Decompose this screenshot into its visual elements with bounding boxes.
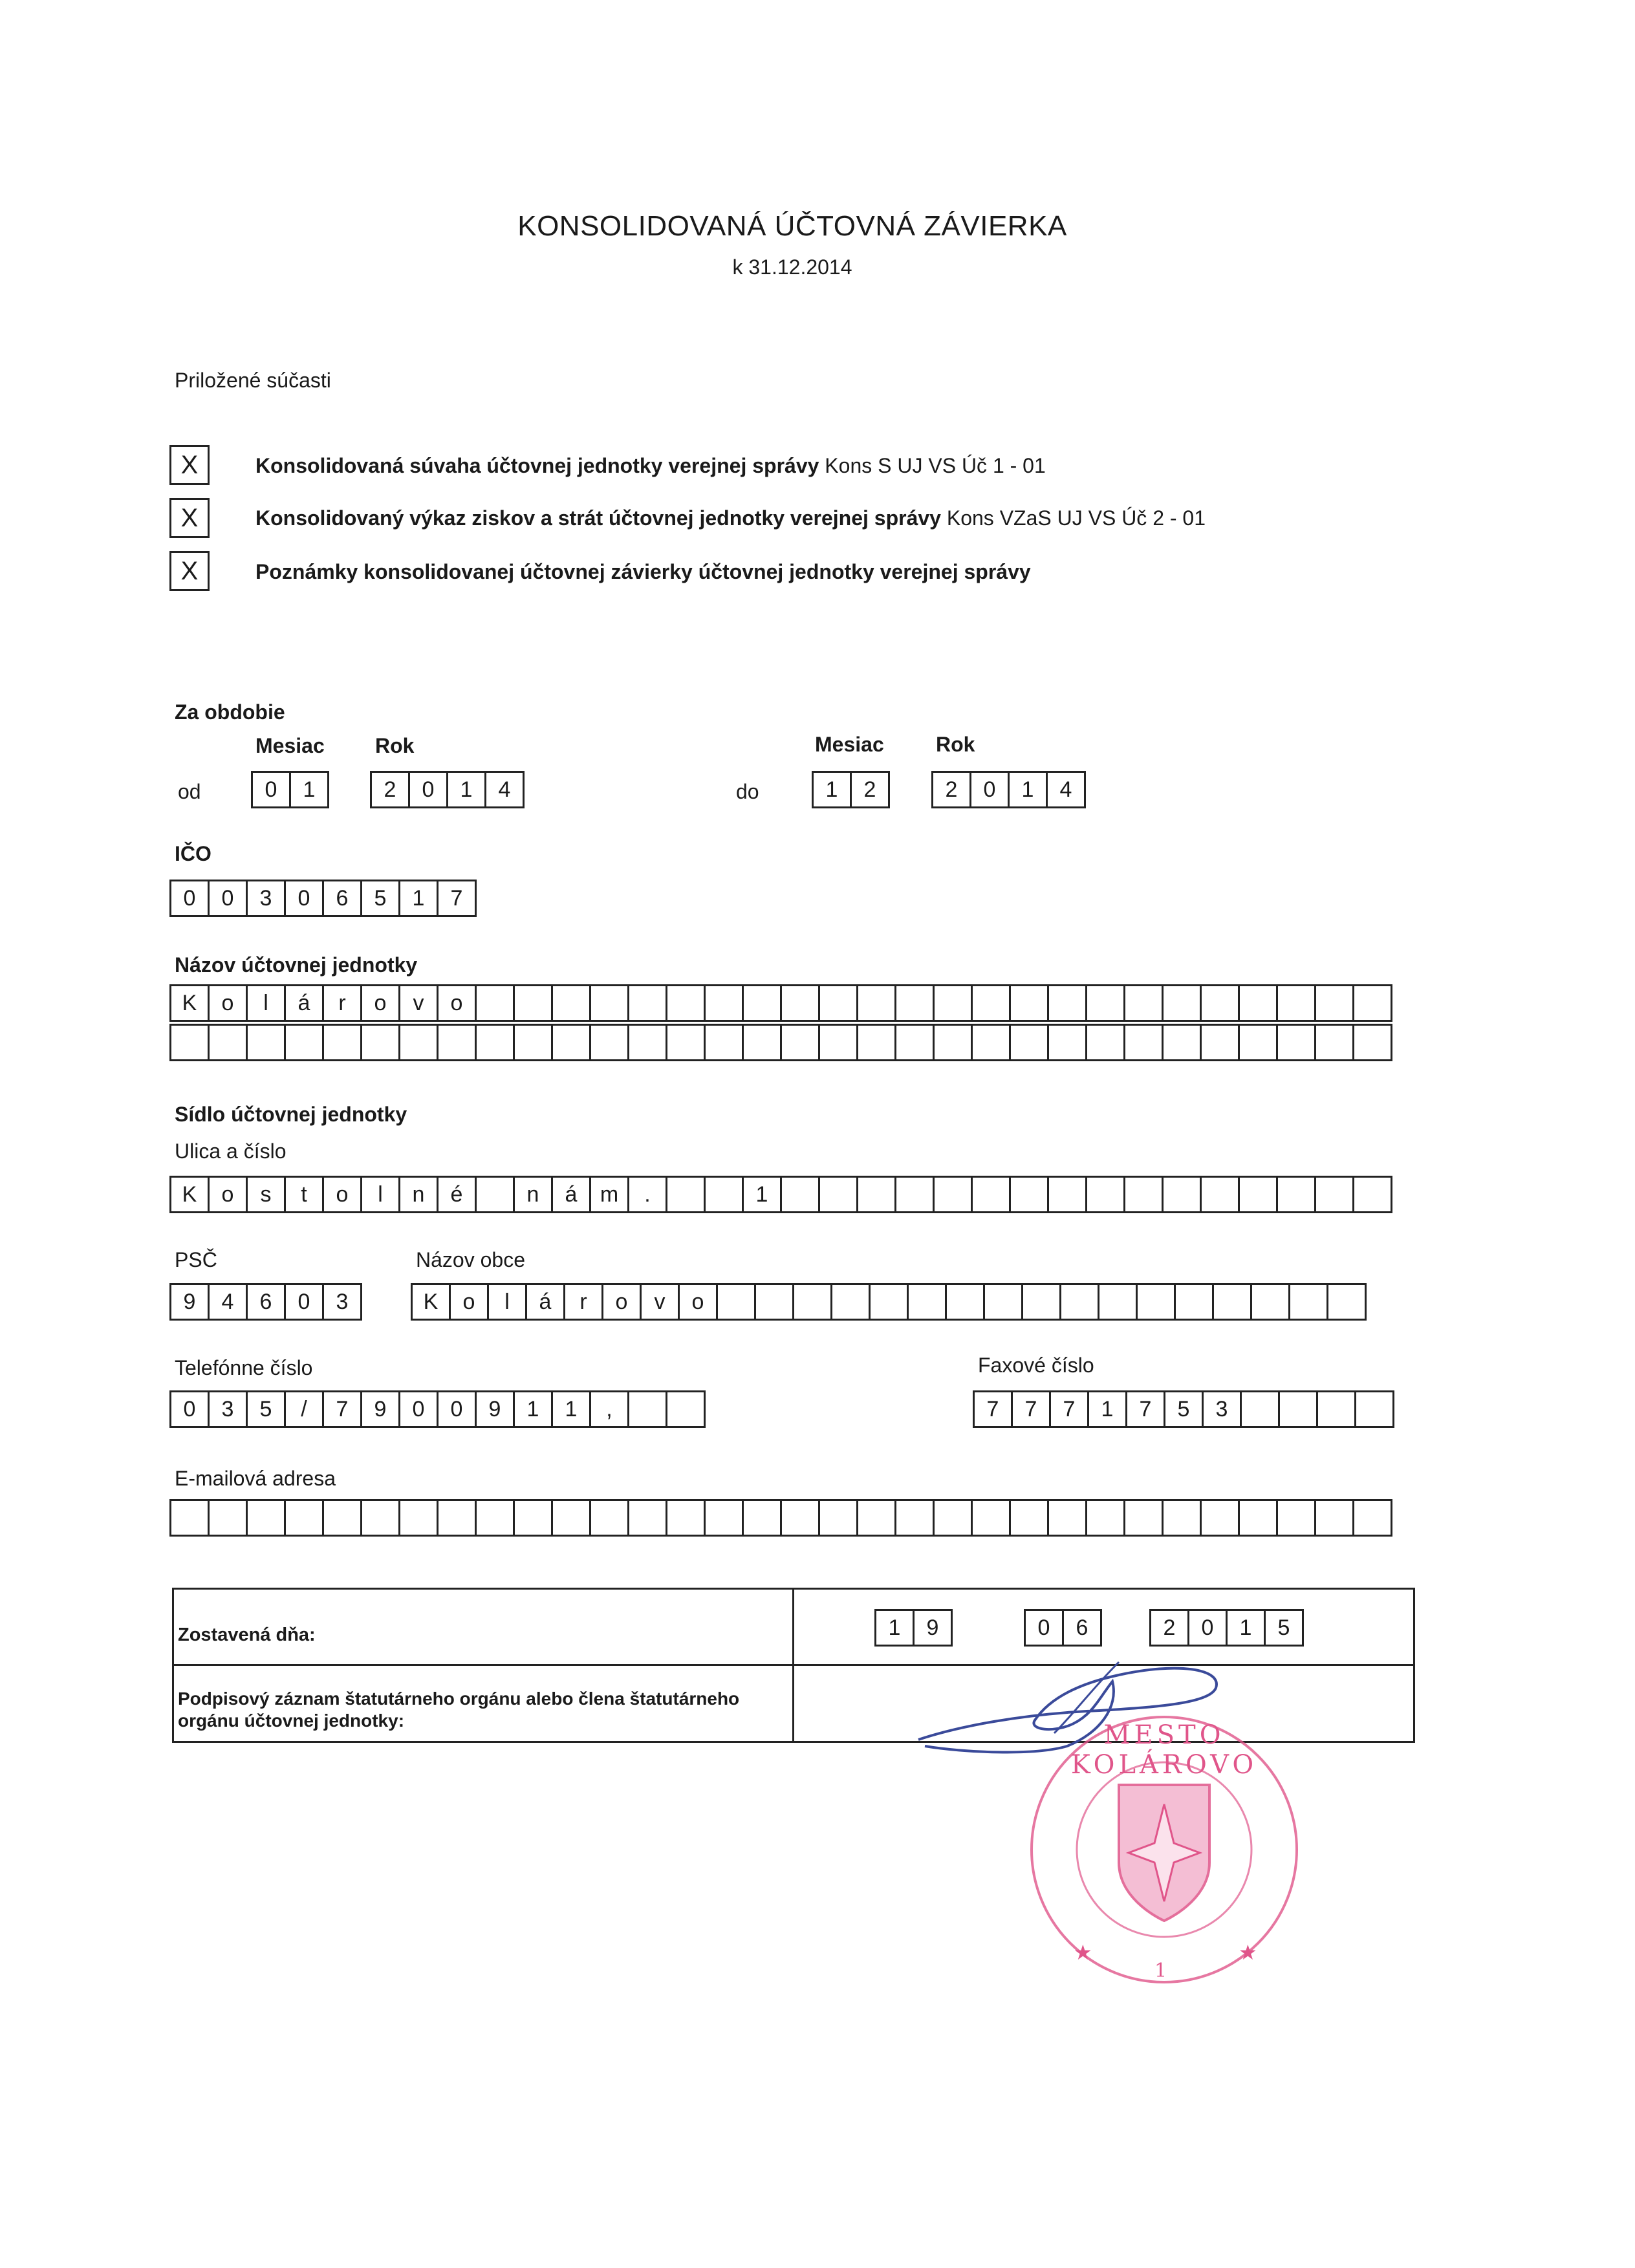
attachment-code-2: Kons VZaS UJ VS Úč 2 - 01 <box>946 506 1206 530</box>
email-field-cell[interactable] <box>437 1499 477 1537</box>
street-field-cell[interactable] <box>475 1176 515 1213</box>
attachment-title-1: Konsolidovaná súvaha účtovnej jednotky verejnej správy <box>255 454 819 477</box>
street-field-cell[interactable] <box>704 1176 744 1213</box>
entity-name-row-1-cell[interactable]: K <box>169 984 210 1022</box>
email-field-cell[interactable] <box>589 1499 629 1537</box>
fax-field-cell[interactable]: 7 <box>973 1390 1013 1428</box>
entity-name-row-1-cell[interactable]: l <box>246 984 286 1022</box>
entity-name-row-2-cell[interactable] <box>627 1024 667 1061</box>
entity-name-row-1-cell[interactable] <box>856 984 896 1022</box>
email-field-cell[interactable] <box>208 1499 248 1537</box>
street-field-cell[interactable] <box>1238 1176 1278 1213</box>
city-field-cell[interactable]: á <box>525 1283 565 1321</box>
phone-field-cell[interactable] <box>627 1390 667 1428</box>
attachment-row-2 <box>169 498 210 538</box>
entity-name-row-1-cell[interactable] <box>1238 984 1278 1022</box>
compiled-year-field[interactable] <box>1149 1609 1302 1647</box>
entity-name-row-1-cell[interactable] <box>1352 984 1392 1022</box>
street-field-cell[interactable] <box>1276 1176 1316 1213</box>
compiled-month-field[interactable] <box>1024 1609 1100 1647</box>
entity-name-row-1-cell[interactable] <box>513 984 553 1022</box>
phone-field-cell[interactable]: 3 <box>208 1390 248 1428</box>
entity-name-row-2-cell[interactable] <box>1085 1024 1125 1061</box>
city-field-cell[interactable]: o <box>601 1283 642 1321</box>
email-field-cell[interactable] <box>1314 1499 1354 1537</box>
phone-field-cell[interactable]: 5 <box>246 1390 286 1428</box>
entity-name-row-1-cell[interactable] <box>666 984 706 1022</box>
to-year-field-cell[interactable]: 1 <box>1008 771 1048 808</box>
ico-field-cell[interactable]: 6 <box>322 880 362 917</box>
to-month-field-cell[interactable]: 2 <box>850 771 890 808</box>
email-field-cell[interactable] <box>856 1499 896 1537</box>
street-field-cell[interactable] <box>1200 1176 1240 1213</box>
city-label: Názov obce <box>416 1248 525 1271</box>
email-field-cell[interactable] <box>246 1499 286 1537</box>
entity-name-row-2-cell[interactable] <box>780 1024 820 1061</box>
compiled-label: Zostavená dňa: <box>178 1625 316 1645</box>
psc-field-cell[interactable]: 4 <box>208 1283 248 1321</box>
email-field-cell[interactable] <box>1123 1499 1164 1537</box>
city-stamp <box>1022 1707 1306 1992</box>
compiled-year-field-cell[interactable]: 1 <box>1226 1609 1266 1647</box>
entity-name-row-2-cell[interactable] <box>360 1024 400 1061</box>
fax-field-cell[interactable]: 7 <box>1125 1390 1165 1428</box>
city-field-cell[interactable] <box>1136 1283 1176 1321</box>
compiled-year-field-cell[interactable]: 5 <box>1264 1609 1304 1647</box>
footer-column-divider <box>792 1588 794 1743</box>
city-field-cell[interactable] <box>754 1283 794 1321</box>
psc-field-cell[interactable]: 0 <box>284 1283 324 1321</box>
city-field-cell[interactable]: o <box>678 1283 718 1321</box>
to-year-label: Rok <box>936 733 975 756</box>
entity-name-row-2-cell[interactable] <box>666 1024 706 1061</box>
street-field-cell[interactable] <box>894 1176 935 1213</box>
attachment-checkbox-2[interactable]: X <box>169 498 210 538</box>
entity-name-row-1-cell[interactable] <box>1047 984 1087 1022</box>
document-title: KONSOLIDOVANÁ ÚČTOVNÁ ZÁVIERKA <box>517 210 1067 242</box>
city-field-cell[interactable] <box>869 1283 909 1321</box>
psc-field-cell[interactable]: 6 <box>246 1283 286 1321</box>
from-year-field-cell[interactable]: 0 <box>408 771 448 808</box>
to-year-field-cell[interactable]: 2 <box>931 771 971 808</box>
attachment-code-1: Kons S UJ VS Úč 1 - 01 <box>825 454 1046 477</box>
from-month-label: Mesiac <box>255 734 325 757</box>
entity-name-row-2-cell[interactable] <box>856 1024 896 1061</box>
psc-field-cell[interactable]: 9 <box>169 1283 210 1321</box>
ico-field-cell[interactable]: 3 <box>246 880 286 917</box>
to-month-field[interactable] <box>812 771 888 808</box>
email-field-cell[interactable] <box>894 1499 935 1537</box>
street-field-cell[interactable]: n <box>513 1176 553 1213</box>
entity-name-row-1-cell[interactable] <box>742 984 782 1022</box>
compiled-month-field-cell[interactable]: 0 <box>1024 1609 1064 1647</box>
psc-label: PSČ <box>175 1248 217 1271</box>
city-field-cell[interactable] <box>983 1283 1023 1321</box>
entity-name-row-1-cell[interactable] <box>589 984 629 1022</box>
attachment-text-2 <box>255 506 1206 530</box>
fax-field-cell[interactable] <box>1278 1390 1318 1428</box>
email-field-cell[interactable] <box>322 1499 362 1537</box>
fax-field[interactable] <box>973 1390 1392 1428</box>
street-field-cell[interactable] <box>933 1176 973 1213</box>
street-field-cell[interactable]: 1 <box>742 1176 782 1213</box>
email-field-cell[interactable] <box>742 1499 782 1537</box>
email-field-cell[interactable] <box>398 1499 439 1537</box>
entity-name-row-1-cell[interactable] <box>933 984 973 1022</box>
street-field-cell[interactable]: m <box>589 1176 629 1213</box>
email-field-cell[interactable] <box>627 1499 667 1537</box>
entity-name-row-2-cell[interactable] <box>818 1024 858 1061</box>
phone-field-cell[interactable]: 9 <box>475 1390 515 1428</box>
street-field-cell[interactable]: s <box>246 1176 286 1213</box>
street-field-cell[interactable]: l <box>360 1176 400 1213</box>
compiled-month-field-cell[interactable]: 6 <box>1062 1609 1102 1647</box>
entity-name-row-2-cell[interactable] <box>1314 1024 1354 1061</box>
entity-name-row-1-cell[interactable]: r <box>322 984 362 1022</box>
entity-name-row-1-cell[interactable]: o <box>437 984 477 1022</box>
fax-label: Faxové číslo <box>978 1354 1094 1377</box>
city-field-cell[interactable] <box>716 1283 756 1321</box>
ico-field-cell[interactable]: 1 <box>398 880 439 917</box>
email-field-cell[interactable] <box>1085 1499 1125 1537</box>
email-field-cell[interactable] <box>971 1499 1011 1537</box>
phone-field-cell[interactable]: 0 <box>398 1390 439 1428</box>
fax-field-cell[interactable]: 3 <box>1202 1390 1242 1428</box>
entity-name-row-1-cell[interactable] <box>704 984 744 1022</box>
street-field-cell[interactable]: o <box>208 1176 248 1213</box>
street-field-cell[interactable]: n <box>398 1176 439 1213</box>
street-field-cell[interactable] <box>1314 1176 1354 1213</box>
city-field-cell[interactable]: v <box>640 1283 680 1321</box>
to-month-field-cell[interactable]: 1 <box>812 771 852 808</box>
ico-field-cell[interactable]: 0 <box>284 880 324 917</box>
city-field-cell[interactable] <box>1098 1283 1138 1321</box>
entity-name-row-2-cell[interactable] <box>589 1024 629 1061</box>
city-field-cell[interactable]: K <box>411 1283 451 1321</box>
street-field-cell[interactable]: á <box>551 1176 591 1213</box>
email-field-cell[interactable] <box>360 1499 400 1537</box>
entity-name-row-1-cell[interactable] <box>1276 984 1316 1022</box>
entity-name-row-1-cell[interactable]: o <box>360 984 400 1022</box>
street-field-cell[interactable] <box>971 1176 1011 1213</box>
street-field-cell[interactable] <box>780 1176 820 1213</box>
phone-field-cell[interactable]: 1 <box>513 1390 553 1428</box>
city-field-cell[interactable]: l <box>487 1283 527 1321</box>
entity-name-row-2-cell[interactable] <box>704 1024 744 1061</box>
city-field-cell[interactable] <box>907 1283 947 1321</box>
from-year-field-cell[interactable]: 2 <box>370 771 410 808</box>
phone-field-cell[interactable]: 0 <box>169 1390 210 1428</box>
street-field[interactable] <box>169 1176 1391 1213</box>
phone-field-cell[interactable] <box>666 1390 706 1428</box>
to-label: do <box>736 780 759 803</box>
ico-field-cell[interactable]: 0 <box>169 880 210 917</box>
email-field-cell[interactable] <box>1047 1499 1087 1537</box>
attachment-checkbox-1[interactable]: X <box>169 445 210 485</box>
attachment-title-3: Poznámky konsolidovanej účtovnej závierky účtovnej jednotky verejnej správy <box>255 560 1031 583</box>
ico-field-cell[interactable]: 7 <box>437 880 477 917</box>
from-label: od <box>178 780 201 803</box>
entity-name-row-1-cell[interactable]: v <box>398 984 439 1022</box>
street-field-cell[interactable]: t <box>284 1176 324 1213</box>
email-field-cell[interactable] <box>1352 1499 1392 1537</box>
street-field-cell[interactable] <box>818 1176 858 1213</box>
city-field-cell[interactable] <box>945 1283 985 1321</box>
email-field-cell[interactable] <box>1238 1499 1278 1537</box>
phone-field-cell[interactable]: 9 <box>360 1390 400 1428</box>
entity-name-row-2-cell[interactable] <box>933 1024 973 1061</box>
compiled-day-field-cell[interactable]: 9 <box>913 1609 953 1647</box>
phone-field-cell[interactable]: 0 <box>437 1390 477 1428</box>
entity-name-row-2-cell[interactable] <box>551 1024 591 1061</box>
entity-name-row-1-cell[interactable] <box>894 984 935 1022</box>
entity-name-row-2-cell[interactable] <box>971 1024 1011 1061</box>
street-field-cell[interactable]: o <box>322 1176 362 1213</box>
fax-field-cell[interactable]: 7 <box>1049 1390 1089 1428</box>
entity-name-row-1-cell[interactable]: á <box>284 984 324 1022</box>
entity-name-row-2-cell[interactable] <box>1352 1024 1392 1061</box>
fax-field-cell[interactable] <box>1354 1390 1394 1428</box>
compiled-year-field-cell[interactable]: 0 <box>1187 1609 1228 1647</box>
city-field-cell[interactable]: o <box>449 1283 489 1321</box>
period-label: Za obdobie <box>175 700 285 724</box>
city-field-cell[interactable] <box>1174 1283 1214 1321</box>
entity-name-row-2-cell[interactable] <box>1276 1024 1316 1061</box>
street-field-cell[interactable]: é <box>437 1176 477 1213</box>
fax-field-cell[interactable]: 1 <box>1087 1390 1127 1428</box>
fax-field-cell[interactable] <box>1240 1390 1280 1428</box>
attachments-label: Priložené súčasti <box>175 369 331 392</box>
city-field-cell[interactable] <box>1288 1283 1328 1321</box>
street-field-cell[interactable] <box>1162 1176 1202 1213</box>
entity-name-row-1-cell[interactable] <box>1162 984 1202 1022</box>
entity-name-row-1-cell[interactable] <box>1085 984 1125 1022</box>
email-label: E-mailová adresa <box>175 1467 336 1490</box>
phone-field-cell[interactable]: 7 <box>322 1390 362 1428</box>
entity-name-row-2-cell[interactable] <box>1200 1024 1240 1061</box>
email-field-cell[interactable] <box>1276 1499 1316 1537</box>
from-month-field-cell[interactable]: 0 <box>251 771 291 808</box>
email-field-cell[interactable] <box>933 1499 973 1537</box>
street-field-cell[interactable] <box>1085 1176 1125 1213</box>
street-label: Ulica a číslo <box>175 1139 287 1163</box>
entity-name-row-2-cell[interactable] <box>437 1024 477 1061</box>
attachment-row-1 <box>169 445 210 485</box>
entity-name-row-2-cell[interactable] <box>208 1024 248 1061</box>
email-field-cell[interactable] <box>704 1499 744 1537</box>
entity-name-row-1-cell[interactable] <box>1314 984 1354 1022</box>
city-field[interactable] <box>411 1283 1365 1321</box>
city-field-cell[interactable] <box>1250 1283 1290 1321</box>
stamp-number: 1 <box>1154 1960 1167 1982</box>
email-field-cell[interactable] <box>666 1499 706 1537</box>
email-field-cell[interactable] <box>1200 1499 1240 1537</box>
entity-name-row-2-cell[interactable] <box>284 1024 324 1061</box>
entity-name-row-1-cell[interactable] <box>627 984 667 1022</box>
entity-name-row-2-cell[interactable] <box>894 1024 935 1061</box>
from-year-field-cell[interactable]: 4 <box>484 771 525 808</box>
email-field-cell[interactable] <box>513 1499 553 1537</box>
city-field-cell[interactable] <box>1021 1283 1061 1321</box>
phone-field[interactable] <box>169 1390 704 1428</box>
phone-field-cell[interactable]: 1 <box>551 1390 591 1428</box>
psc-field[interactable] <box>169 1283 360 1321</box>
entity-name-row-2-cell[interactable] <box>475 1024 515 1061</box>
compiled-year-field-cell[interactable]: 2 <box>1149 1609 1189 1647</box>
street-field-cell[interactable] <box>1047 1176 1087 1213</box>
entity-name-row-1-cell[interactable]: o <box>208 984 248 1022</box>
document-date: k 31.12.2014 <box>732 255 852 279</box>
city-field-cell[interactable] <box>1059 1283 1099 1321</box>
city-field-cell[interactable] <box>1326 1283 1367 1321</box>
ico-field-cell[interactable]: 5 <box>360 880 400 917</box>
email-field-cell[interactable] <box>1009 1499 1049 1537</box>
attachment-row-3 <box>169 551 210 591</box>
psc-field-cell[interactable]: 3 <box>322 1283 362 1321</box>
street-field-cell[interactable] <box>666 1176 706 1213</box>
phone-label: Telefónne číslo <box>175 1356 313 1379</box>
email-field-cell[interactable] <box>1162 1499 1202 1537</box>
entity-name-row-2-cell[interactable] <box>1238 1024 1278 1061</box>
fax-field-cell[interactable]: 5 <box>1164 1390 1204 1428</box>
email-field-cell[interactable] <box>818 1499 858 1537</box>
city-field-cell[interactable]: r <box>563 1283 603 1321</box>
entity-name-row-2-cell[interactable] <box>169 1024 210 1061</box>
compiled-day-field-cell[interactable]: 1 <box>874 1609 915 1647</box>
address-label: Sídlo účtovnej jednotky <box>175 1103 407 1126</box>
stamp-text: MESTO KOLÁROVO <box>1070 1720 1258 1780</box>
to-year-field[interactable] <box>931 771 1084 808</box>
to-month-label: Mesiac <box>815 733 884 756</box>
street-field-cell[interactable]: . <box>627 1176 667 1213</box>
street-field-cell[interactable] <box>1352 1176 1392 1213</box>
entity-name-label: Názov účtovnej jednotky <box>175 953 418 977</box>
ico-field[interactable] <box>169 880 475 917</box>
entity-name-row-2-cell[interactable] <box>1162 1024 1202 1061</box>
entity-name-row-1-cell[interactable] <box>818 984 858 1022</box>
to-year-field-cell[interactable]: 4 <box>1046 771 1086 808</box>
entity-name-row-2-cell[interactable] <box>322 1024 362 1061</box>
entity-name-row-2-cell[interactable] <box>1047 1024 1087 1061</box>
street-field-cell[interactable] <box>856 1176 896 1213</box>
attachment-title-2: Konsolidovaný výkaz ziskov a strát účtovnej jednotky verejnej správy <box>255 506 941 530</box>
street-field-cell[interactable] <box>1009 1176 1049 1213</box>
phone-field-cell[interactable]: , <box>589 1390 629 1428</box>
street-field-cell[interactable] <box>1123 1176 1164 1213</box>
email-field-cell[interactable] <box>551 1499 591 1537</box>
entity-name-row-2-cell[interactable] <box>1123 1024 1164 1061</box>
from-month-field-cell[interactable]: 1 <box>289 771 329 808</box>
from-year-field-cell[interactable]: 1 <box>446 771 486 808</box>
to-year-field-cell[interactable]: 0 <box>969 771 1010 808</box>
from-month-field[interactable] <box>251 771 327 808</box>
entity-name-row-1-cell[interactable] <box>475 984 515 1022</box>
entity-name-row-2-cell[interactable] <box>398 1024 439 1061</box>
entity-name-row-2-cell[interactable] <box>246 1024 286 1061</box>
street-field-cell[interactable]: K <box>169 1176 210 1213</box>
entity-name-row-1-cell[interactable] <box>1123 984 1164 1022</box>
entity-name-row-2[interactable] <box>169 1024 1391 1061</box>
city-field-cell[interactable] <box>830 1283 871 1321</box>
signature-label: Podpisový záznam štatutárneho orgánu alebo člena štatutárneho orgánu účtovnej jednotky: <box>178 1689 740 1731</box>
email-field-cell[interactable] <box>284 1499 324 1537</box>
entity-name-row-1-cell[interactable] <box>1200 984 1240 1022</box>
city-field-cell[interactable] <box>1212 1283 1252 1321</box>
entity-name-row-2-cell[interactable] <box>742 1024 782 1061</box>
svg-text:★: ★ <box>1074 1940 1092 1965</box>
entity-name-row-1-cell[interactable] <box>1009 984 1049 1022</box>
entity-name-row-1-cell[interactable] <box>971 984 1011 1022</box>
compiled-day-field[interactable] <box>874 1609 951 1647</box>
entity-name-row-1-cell[interactable] <box>780 984 820 1022</box>
ico-label: IČO <box>175 842 211 865</box>
ico-field-cell[interactable]: 0 <box>208 880 248 917</box>
fax-field-cell[interactable] <box>1316 1390 1356 1428</box>
entity-name-row-1-cell[interactable] <box>551 984 591 1022</box>
from-year-field[interactable] <box>370 771 523 808</box>
email-field-cell[interactable] <box>169 1499 210 1537</box>
attachment-text-1 <box>255 454 1046 478</box>
entity-name-row-2-cell[interactable] <box>1009 1024 1049 1061</box>
svg-text:★: ★ <box>1239 1940 1257 1965</box>
email-field-cell[interactable] <box>780 1499 820 1537</box>
from-year-label: Rok <box>375 734 415 757</box>
email-field[interactable] <box>169 1499 1391 1537</box>
entity-name-row-1[interactable] <box>169 984 1391 1022</box>
attachment-checkbox-3[interactable]: X <box>169 551 210 591</box>
email-field-cell[interactable] <box>475 1499 515 1537</box>
attachment-text-3 <box>255 560 1031 584</box>
fax-field-cell[interactable]: 7 <box>1011 1390 1051 1428</box>
entity-name-row-2-cell[interactable] <box>513 1024 553 1061</box>
city-field-cell[interactable] <box>792 1283 832 1321</box>
phone-field-cell[interactable]: / <box>284 1390 324 1428</box>
